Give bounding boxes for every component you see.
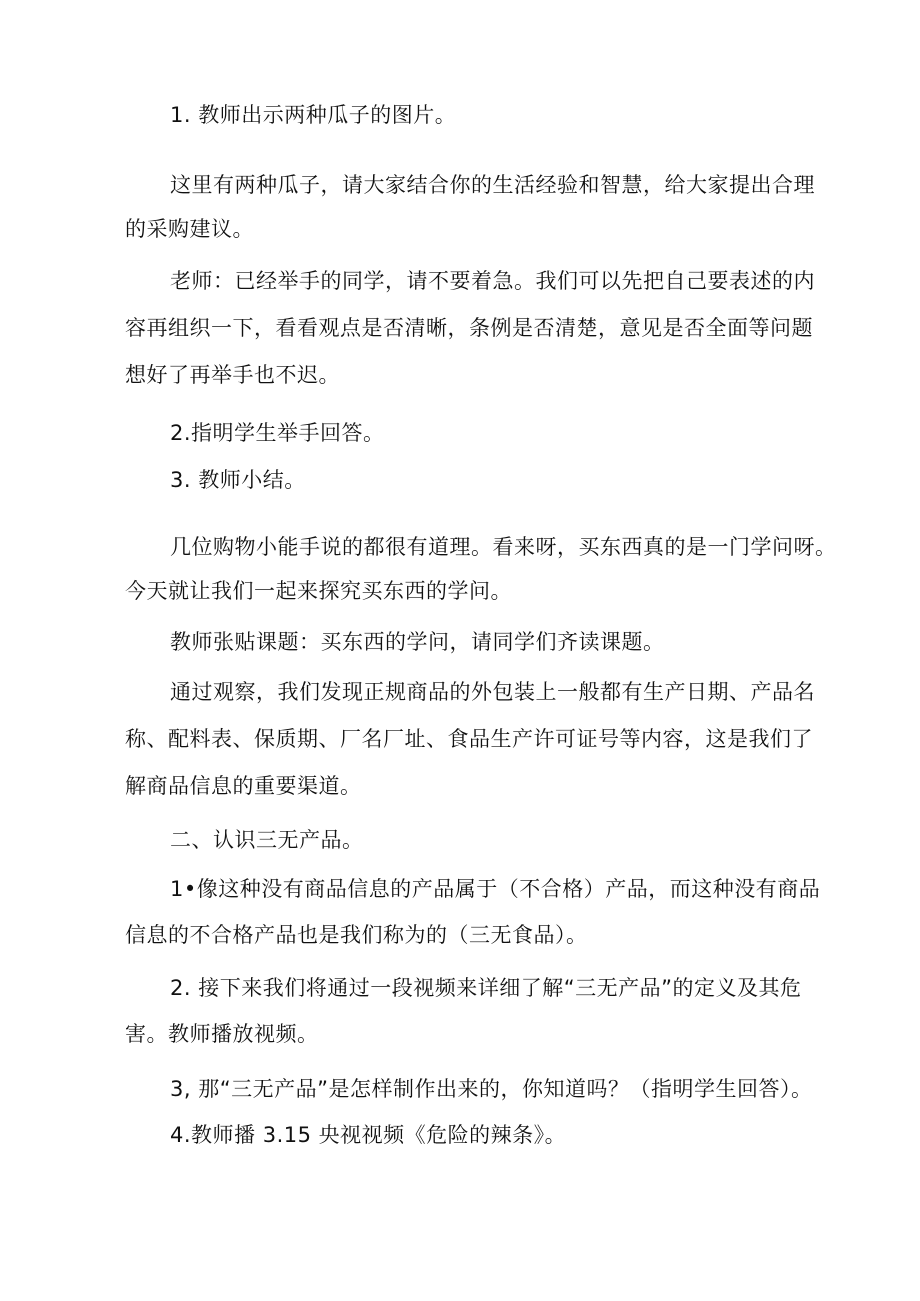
paragraph-line: 解商品信息的重要渠道。 (125, 774, 362, 798)
paragraph-line: 信息的不合格产品也是我们称为的（三无食品）。 (125, 923, 588, 947)
paragraph-line: 几位购物小能手说的都很有道理。看来呀，买东西真的是一门学问呀。 (170, 535, 837, 559)
section-heading: 二、认识三无产品。 (170, 828, 364, 852)
paragraph-line: 2. 接下来我们将通过一段视频来详细了解“三无产品”的定义及其危 (170, 976, 802, 1000)
paragraph-line: 4.教师播 3.15 央视视频《危险的辣条》。 (170, 1123, 567, 1147)
step-2-text: 2.指明学生举手回答。 (170, 421, 385, 445)
paragraph-line: 称、配料表、保质期、厂名厂址、食品生产许可证号等内容，这是我们了 (125, 727, 813, 751)
step-1-text: 1. 教师出示两种瓜子的图片。 (170, 103, 457, 127)
paragraph-line: 容再组织一下，看看观点是否清晰，条例是否清楚，意见是否全面等问题 (125, 316, 813, 340)
paragraph-line: 这里有两种瓜子，请大家结合你的生活经验和智慧，给大家提出合理 (170, 173, 815, 197)
paragraph-line: 教师张贴课题：买东西的学问，请同学们齐读课题。 (170, 630, 665, 654)
paragraph-line: 3, 那“三无产品”是怎样制作出来的，你知道吗？（指明学生回答）。 (170, 1077, 813, 1101)
paragraph-line: 今天就让我们一起来探究买东西的学问。 (125, 579, 512, 603)
step-3-text: 3. 教师小结。 (170, 468, 306, 492)
paragraph-line: 老师：已经举手的同学，请不要着急。我们可以先把自己要表述的内 (170, 269, 815, 293)
paragraph-line: 1•像这种没有商品信息的产品属于（不合格）产品，而这种没有商品 (170, 877, 821, 901)
paragraph-line: 害。教师播放视频。 (125, 1022, 319, 1046)
paragraph-line: 想好了再举手也不迟。 (125, 363, 340, 387)
paragraph-line: 通过观察，我们发现正规商品的外包装上一般都有生产日期、产品名 (170, 680, 815, 704)
paragraph-line: 的采购建议。 (125, 217, 254, 241)
